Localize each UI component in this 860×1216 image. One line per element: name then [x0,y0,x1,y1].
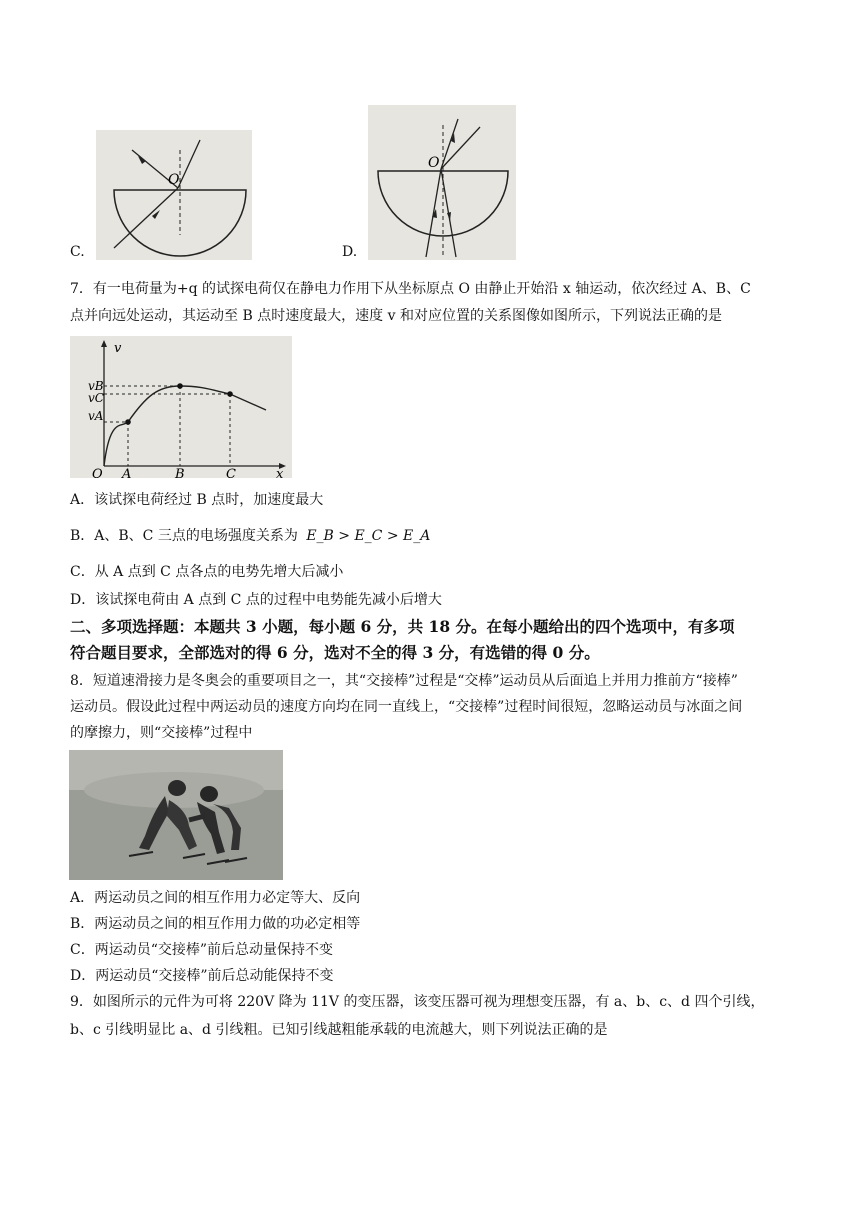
q9-stem-line1: 9．如图所示的元件为可将 220V 降为 11V 的变压器，该变压器可视为理想变压器，有 a、b、c、d 四个引线， [70,994,765,1010]
q7-stem-line1: 7．有一电荷量为+q 的试探电荷仅在静电力作用下从坐标原点 O 由静止开始沿 x 轴运动，依次经过 A、B、C [70,281,751,297]
y-tick-vb: vB [88,379,104,393]
skaters-image [69,750,283,880]
q6-option-d-label: D. [342,244,358,260]
q7-option-b-text: B．A、B、C 三点的电场强度关系为 [70,528,298,544]
point-o-label: O [168,172,180,188]
x-tick-b: B [175,467,185,478]
refracted-ray-2 [441,127,480,169]
point-C [227,391,233,397]
point-o-label: O [428,155,440,171]
x-tick-c: C [226,467,236,478]
q8-option-b: B．两运动员之间的相互作用力做的功必定相等 [70,916,361,932]
q7-option-d: D．该试探电荷由 A 点到 C 点的过程中电势能先减小后增大 [70,592,442,608]
q7-graph [70,336,292,478]
refracted-ray [178,140,200,188]
point-B [177,383,183,389]
q7-option-b [70,526,430,546]
y-axis-arrow-icon [101,340,107,347]
section2-heading-line2: 符合题目要求，全部选对的得 6 分，选对不全的得 3 分，有选错的得 0 分。 [70,643,600,662]
y-axis-label: v [114,341,122,356]
q6-figure-d [368,105,516,260]
q8-option-c: C．两运动员“交接棒”前后总动量保持不变 [70,942,334,958]
incident-ray [426,169,441,257]
x-tick-a: A [122,467,132,478]
y-tick-vc: vC [88,391,104,405]
q8-option-a: A．两运动员之间的相互作用力必定等大、反向 [70,890,361,906]
refracted-ray [441,119,458,169]
q6-figure-c [96,130,252,260]
vx-graph-svg [70,336,292,478]
q8-option-d: D．两运动员“交接棒”前后总动能保持不变 [70,968,334,984]
q8-stem-line1: 8．短道速滑接力是冬奥会的重要项目之一，其“交接棒”过程是“交棒”运动员从后面追上并用力推前方“接棒” [70,673,738,689]
incident-ray [114,188,178,248]
q7-stem-line2: 点并向远处运动，其运动至 B 点时速度最大，速度 v 和对应位置的关系图像如图所示，下列说法正确的是 [70,308,722,324]
q8-skaters-photo [69,750,283,880]
x-axis-label: x [276,467,284,478]
q6-figure-c-svg [96,130,252,260]
section2-heading-line1: 二、多项选择题：本题共 3 小题，每小题 6 分，共 18 分。在每小题给出的四个选项中，有多项 [70,617,735,636]
q8-stem-line3: 的摩擦力，则“交接棒”过程中 [70,725,253,741]
q6-figure-d-svg [368,105,516,260]
point-A [125,419,131,425]
q6-option-c-label: C. [70,244,85,260]
q7-option-c: C．从 A 点到 C 点各点的电势先增大后减小 [70,564,344,580]
q7-option-a: A．该试探电荷经过 B 点时，加速度最大 [70,492,324,508]
q9-stem-line2: b、c 引线明显比 a、d 引线粗。已知引线越粗能承载的电流越大，则下列说法正确的是 [70,1022,608,1038]
origin-label: O [92,467,103,478]
y-tick-va: vA [88,409,104,423]
q7-option-b-formula: E_B > E_C > E_A [306,528,431,544]
q8-stem-line2: 运动员。假设此过程中两运动员的速度方向均在同一直线上，“交接棒”过程时间很短，忽略运动员与冰面之间 [70,699,743,715]
